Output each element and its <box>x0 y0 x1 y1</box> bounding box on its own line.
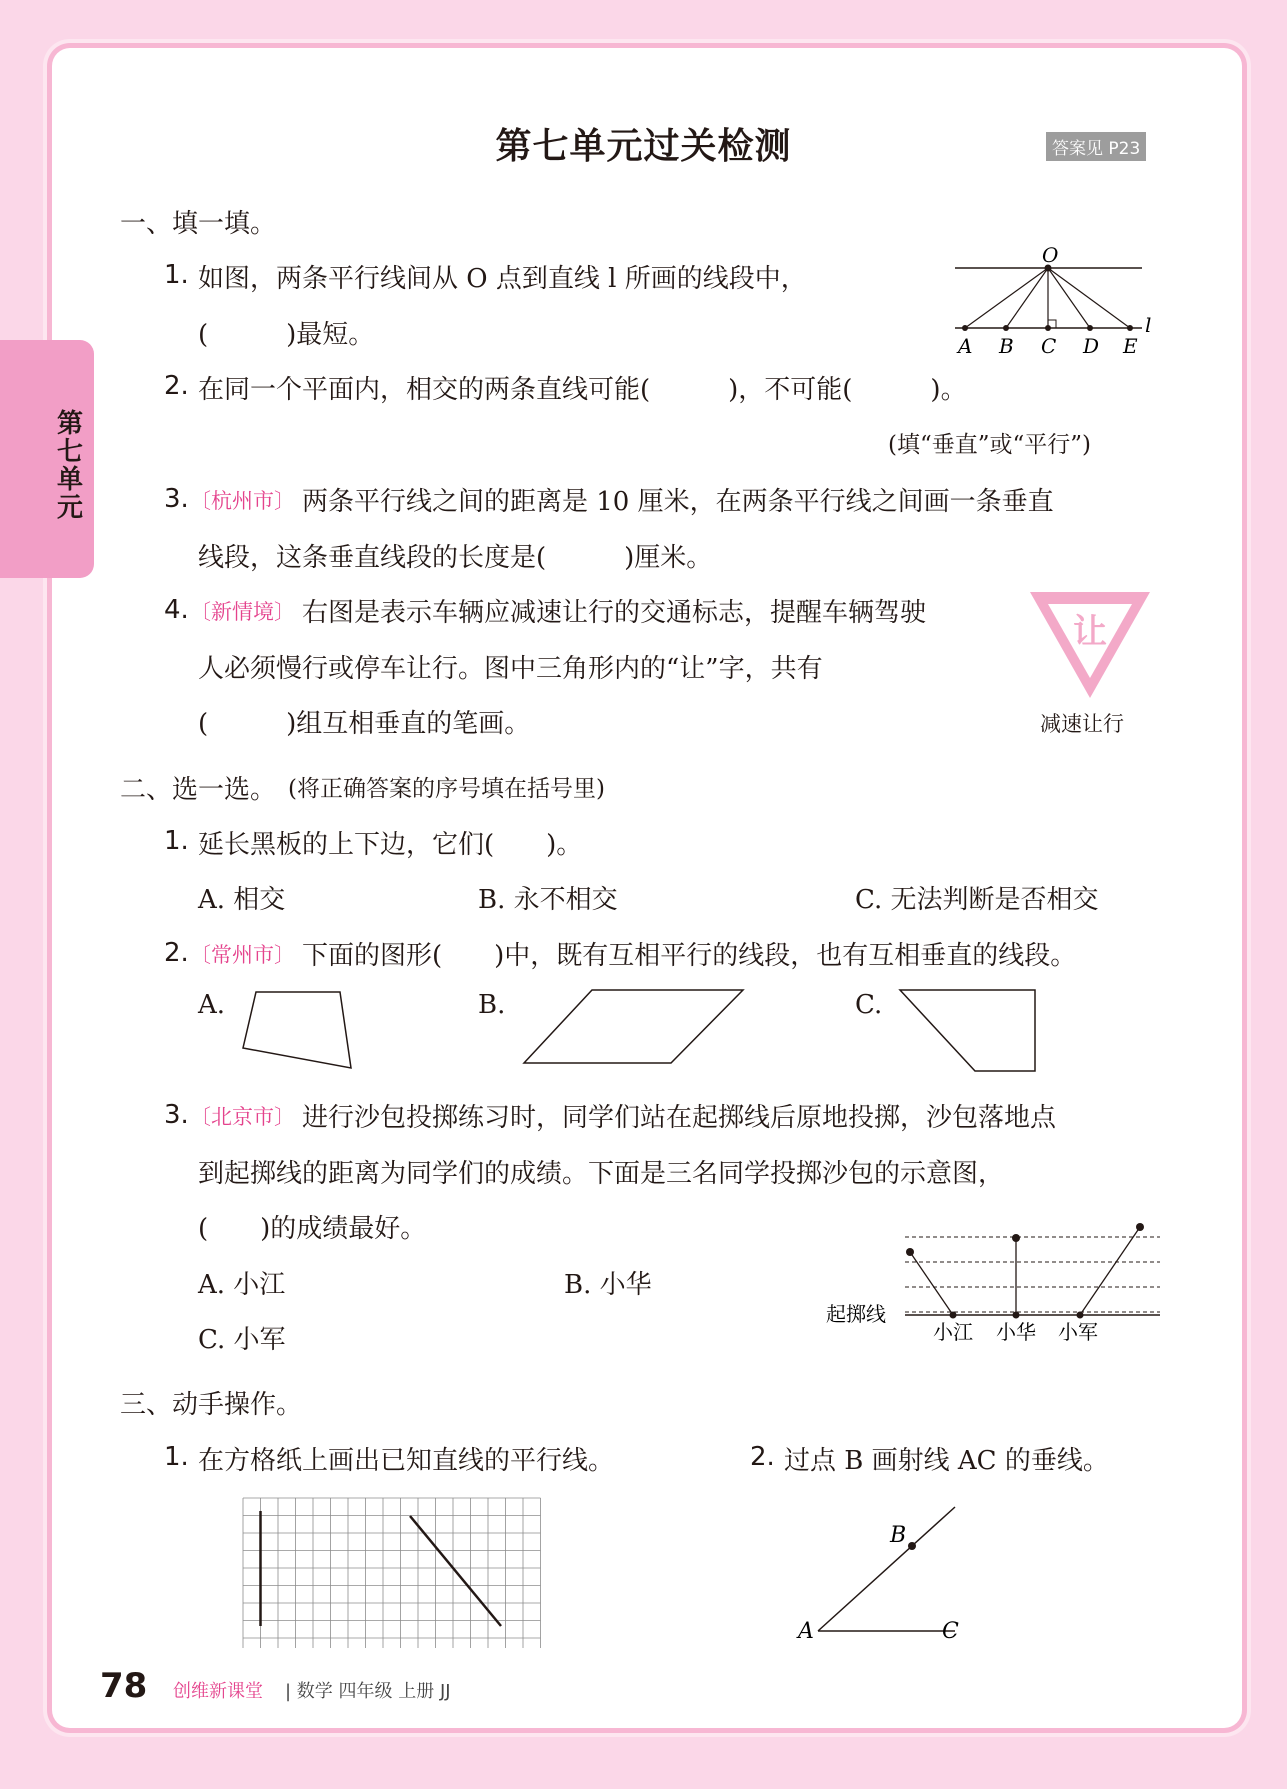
yield-sign-character: 让 <box>1073 612 1107 652</box>
label-o: O <box>1042 243 1059 267</box>
footer-book-title: 创维新课堂 <box>173 1681 263 1702</box>
section-3-heading: 三、动手操作。 <box>120 1390 303 1420</box>
s2-q2-number: 2. <box>164 938 189 968</box>
xiaojiang-landing <box>906 1248 914 1256</box>
s2-q3-line2: 到起掷线的距离为同学们的成绩。下面是三名同学投掷沙包的示意图， <box>198 1159 1005 1189</box>
grid-paper <box>241 1496 561 1648</box>
label-c: C <box>1041 334 1057 358</box>
s1-q3-number: 3. <box>164 484 189 514</box>
s3-q1-text: 在方格纸上画出已知直线的平行线。 <box>198 1446 615 1476</box>
s1-q4-line1: 右图是表示车辆应减速让行的交通标志，提醒车辆驾驶 <box>302 598 927 628</box>
s2-q3-tag: 〔北京市〕 <box>190 1105 295 1129</box>
given-line-2 <box>410 1516 501 1626</box>
s1-q1-number: 1. <box>164 260 189 290</box>
s1-q3-tag: 〔杭州市〕 <box>190 489 295 513</box>
label-c: C <box>942 1619 959 1644</box>
xiaohua-landing <box>1012 1234 1020 1242</box>
trapezoid-c <box>895 985 1040 1075</box>
label-b: B <box>890 1523 907 1548</box>
name-xiaohua: 小华 <box>996 1320 1036 1344</box>
s1-q2-note: (填“垂直”或“平行”) <box>888 432 1091 458</box>
page-number: 78 <box>100 1666 148 1706</box>
label-e: E <box>1123 334 1138 358</box>
s1-q4-line2: 人必须慢行或停车让行。图中三角形内的“让”字，共有 <box>198 654 823 684</box>
s2-q2-option-a: A. <box>198 990 226 1020</box>
label-b: B <box>999 334 1014 358</box>
label-l: l <box>1145 313 1152 337</box>
ray-figure <box>790 1495 965 1645</box>
page-title: 第七单元过关检测 <box>495 126 792 167</box>
s2-q1-option-c: C. 无法判断是否相交 <box>855 885 1099 915</box>
s3-q1-number: 1. <box>164 1442 189 1472</box>
s2-q2-text: 下面的图形( )中，既有互相平行的线段，也有互相垂直的线段。 <box>302 941 1077 971</box>
s2-q1-option-a: A. 相交 <box>198 885 286 915</box>
unit-side-tab <box>0 340 94 578</box>
s2-q1-option-b: B. 永不相交 <box>478 885 618 915</box>
yield-sign-caption: 减速让行 <box>1040 712 1124 736</box>
xiaojun-landing <box>1136 1223 1144 1231</box>
quadrilateral-a <box>238 982 358 1072</box>
s1-q2-number: 2. <box>164 371 189 401</box>
parallelogram-b <box>520 985 750 1065</box>
s1-q1-line1: 如图，两条平行线间从 O 点到直线 l 所画的线段中， <box>198 264 807 294</box>
side-tab-label: 第七单元 <box>56 409 83 523</box>
s3-q2-text: 过点 B 画射线 AC 的垂线。 <box>784 1446 1109 1476</box>
section-2-heading: 二、选一选。 <box>120 775 277 805</box>
section-2-note: (将正确答案的序号填在括号里) <box>288 776 605 802</box>
s2-q2-tag: 〔常州市〕 <box>190 943 295 967</box>
s1-q1-line2: ( )最短。 <box>198 320 375 350</box>
answer-reference: 答案见 P23 <box>1046 132 1146 161</box>
s1-q3-line1: 两条平行线之间的距离是 10 厘米，在两条平行线之间画一条垂直 <box>302 487 1054 517</box>
s3-q2-number: 2. <box>750 1442 775 1472</box>
start-line-label: 起掷线 <box>826 1302 886 1326</box>
s2-q2-option-c: C. <box>855 990 883 1020</box>
parallel-lines-figure <box>950 240 1155 360</box>
s2-q1-number: 1. <box>164 826 189 856</box>
name-xiaojun: 小军 <box>1058 1320 1098 1344</box>
s2-q3-option-a: A. 小江 <box>198 1270 286 1300</box>
name-xiaojiang: 小江 <box>933 1320 973 1344</box>
ray-ab <box>818 1507 955 1631</box>
s2-q3-line1: 进行沙包投掷练习时，同学们站在起掷线后原地投掷，沙包落地点 <box>302 1103 1057 1133</box>
label-d: D <box>1083 334 1100 358</box>
footer-meta: | 数学 四年级 上册 JJ <box>285 1681 451 1702</box>
yield-sign <box>1026 588 1154 703</box>
s2-q3-line3: ( )的成绩最好。 <box>198 1214 427 1244</box>
s2-q2-option-b: B. <box>478 990 506 1020</box>
s1-q2-line1: 在同一个平面内，相交的两条直线可能( )，不可能( )。 <box>198 375 967 405</box>
section-1-heading: 一、填一填。 <box>120 209 277 239</box>
point-b <box>908 1542 916 1550</box>
s2-q3-option-b: B. 小华 <box>564 1270 652 1300</box>
s2-q3-option-c: C. 小军 <box>198 1325 286 1355</box>
label-a: A <box>798 1619 814 1644</box>
s2-q1-text: 延长黑板的上下边，它们( )。 <box>198 830 583 860</box>
s1-q4-tag: 〔新情境〕 <box>190 600 295 624</box>
s1-q4-number: 4. <box>164 595 189 625</box>
label-a: A <box>958 334 973 358</box>
s1-q4-line3: ( )组互相垂直的笔画。 <box>198 709 531 739</box>
s2-q3-number: 3. <box>164 1100 189 1130</box>
throwing-diagram <box>820 1215 1170 1345</box>
s1-q3-line2: 线段，这条垂直线段的长度是( )厘米。 <box>198 543 713 573</box>
